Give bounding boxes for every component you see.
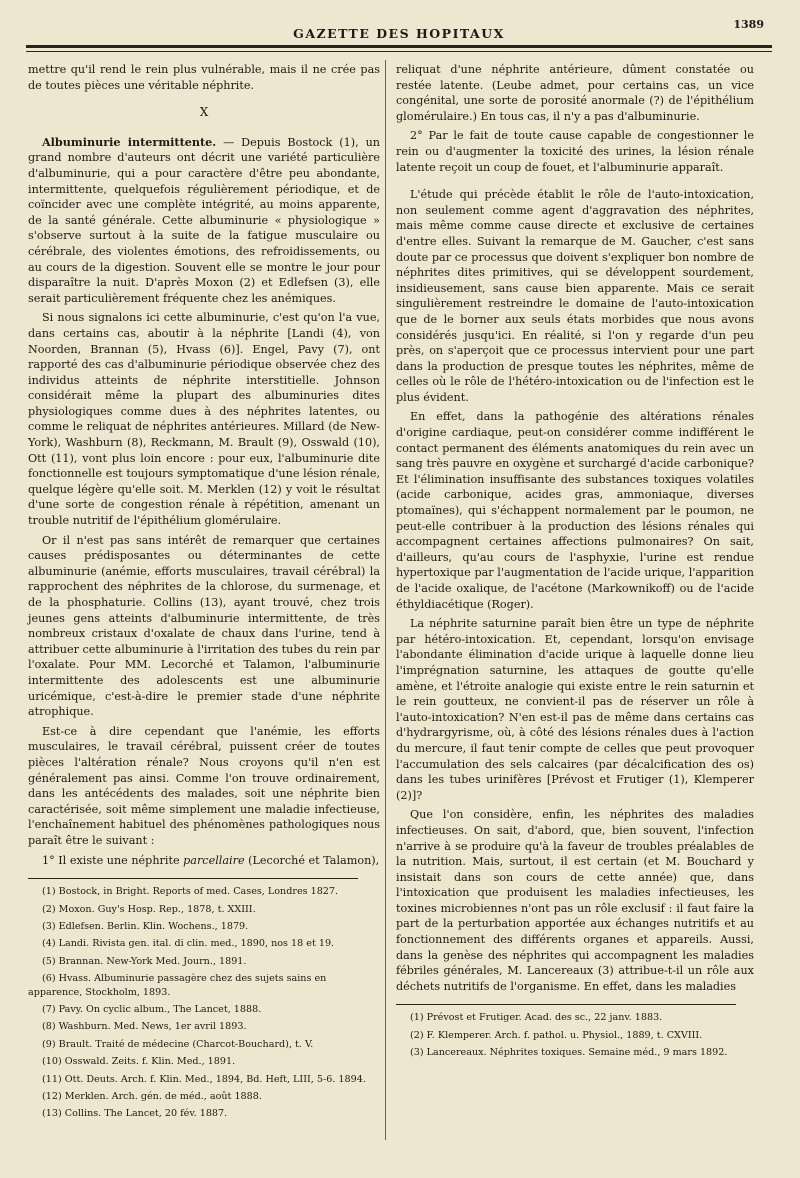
right-footnotes	[396, 1011, 754, 1059]
left-paragraph-0: mettre qu'il rend le rein plus vulnérable, mais il ne crée pas de toutes pièces une véritable néphrite.	[28, 63, 380, 92]
right-paragraph-2: L'étude qui précède établit le rôle de l'auto-intoxication, non seulement comme agent d'aggravation des néphrites, mais même comme cause directe et exclusive de certaines d'entre elles. Suivant la remarque de M. Gaucher, c'est sans doute par ce processus que doivent s'expliquer bon nombre de néphrites dites primitives, qui se développent sourdement, insidieusement, sans cause bien apparente. Mais ce serait singulièrement restreindre le domaine de l'auto-intoxication que de le borner aux seuls états morbides que nous avons considérés jusqu'ici. En réalité, si l'on y regarde d'un peu près, on s'aperçoit que ce processus intervient pour une part dans la production de presque toutes les néphrites, même de celles où le rôle de l'hétéro-intoxication ou de l'infection est le plus évident.	[396, 188, 754, 404]
footnote: (5) Brannan. New-York Med. Journ., 1891.	[42, 955, 247, 967]
header-rule-thin	[26, 51, 772, 52]
footnote: (12) Merklen. Arch. gén. de méd., août 1888.	[42, 1090, 262, 1102]
footnote: (2) F. Klemperer. Arch. f. pathol. u. Physiol., 1889, t. CXVIII.	[410, 1029, 703, 1041]
left-paragraph-1	[28, 135, 380, 307]
left-paragraph-3: Or il n'est pas sans intérêt de remarquer que certaines causes prédisposantes ou déterminantes de cette albuminurie (anémie, efforts musculaires, travail cérébral) la rapprochent des néphrites de la chlorose, du surmenage, et de la phosphaturie. Collins (13), ayant trouvé, chez trois jeunes gens atteints d'albuminurie intermittente, de très nombreux cristaux d'oxalate de chaux dans l'urine, tend à attribuer cette albuminurie à l'irritation des tubes du rein par l'oxalate. Pour MM. Lecorché et Talamon, l'albuminurie intermittente des adolescents est une albuminurie uricémique, c'est-à-dire le premier stade d'une néphrite atrophique.	[28, 533, 380, 719]
footnote: (11) Ott. Deuts. Arch. f. Klin. Med., 1894, Bd. Heft, LIII, 5-6. 1894.	[42, 1073, 366, 1085]
left-column	[28, 62, 380, 1125]
page-number: 1389	[733, 18, 764, 31]
left-paragraph-5-text: 1° Il existe une néphrite	[42, 853, 184, 867]
footnote: (4) Landi. Rivista gen. ital. di clin. med., 1890, nos 18 et 19.	[42, 938, 335, 950]
section-number: X	[199, 105, 209, 120]
footnote: (6) Hvass. Albuminurie passagère chez des sujets sains en apparence, Stockholm, 1893.	[28, 973, 327, 998]
footnote: (3) Lancereaux. Néphrites toxiques. Semaine méd., 9 mars 1892.	[410, 1047, 728, 1059]
footnote: (1) Prévost et Frutiger. Acad. des sc., 22 janv. 1883.	[410, 1012, 663, 1024]
footnote: (13) Collins. The Lancet, 20 fév. 1887.	[42, 1108, 228, 1120]
right-paragraph-1: 2° Par le fait de toute cause capable de congestionner le rein ou d'augmenter la toxicité des urines, la lésion rénale latente reçoit un coup de fouet, et l'albuminurie apparaît.	[396, 129, 754, 174]
right-paragraph-5: Que l'on considère, enfin, les néphrites des maladies infectieuses. On sait, d'abord, que, bien souvent, l'infection n'arrive à se produire qu'à la faveur de troubles préalables de la nutrition. Mais, surtout, il est certain (et M. Bouchard y insistait dans son cours de cette année) que, dans l'intoxication que produisent les maladies infectieuses, les toxines microbiennes n'ont pas un rôle exclusif : il faut faire la part de la perturbation apportée aux échanges nutritifs et au fonctionnement des différents organes et appareils. Aussi, dans la genèse des néphrites qui accompagnent les maladies fébriles générales, M. Lancereaux (3) attribue-t-il un rôle aux déchets nutritifs de l'organisme. En effet, dans les maladies	[396, 808, 754, 993]
footnote: (7) Pavy. On cyclic album., The Lancet, 1888.	[42, 1003, 262, 1015]
section-heading: Albuminurie intermittente.	[42, 134, 217, 149]
left-paragraph-4: Est-ce à dire cependant que l'anémie, les efforts musculaires, le travail cérébral, puissent créer de toutes pièces l'altération rénale? Nous croyons qu'il n'en est généralement pas ainsi. Comme l'on trouve ordinairement, dans les antécédents des malades, soit une néphrite bien caractérisée, soit même simplement une maladie infectieuse, l'enchaînement habituel des phénomènes pathologiques nous paraît être le suivant :	[28, 724, 380, 847]
right-paragraph-0: reliquat d'une néphrite antérieure, dûment constatée ou restée latente. (Leube admet, pour certains cas, un vice congénital, une sorte de porosité anormale (?) de l'épithélium glomérulaire.) En tous cas, il n'y a pas d'albuminurie.	[396, 63, 754, 123]
footnote: (1) Bostock, in Bright. Reports of med. Cases, Londres 1827.	[42, 886, 339, 898]
footnote: (9) Brault. Traité de médecine (Charcot-Bouchard), t. V.	[42, 1038, 314, 1050]
left-paragraph-5-end: (Lecorché et Talamon),	[244, 853, 380, 867]
footnote: (3) Edlefsen. Berlin. Klin. Wochens., 1879.	[42, 920, 249, 932]
header-rule-thick	[26, 45, 772, 48]
footnote-rule	[28, 878, 358, 879]
right-paragraph-4: La néphrite saturnine paraît bien être un type de néphrite par hétéro-intoxication. Et, cependant, lorsqu'on envisage l'abondante élimination d'acide urique à laquelle donne lieu l'imprégnation saturnine, les attaques de goutte qu'elle amène, et l'étroite analogie qui existe entre le rein saturnin et le rein goutteux, ne convient-il pas de réserver un rôle à l'auto-intoxication? N'en est-il pas de même dans certains cas d'hydrargyrisme, où, à côté des lésions rénales dues à l'action du mercure, il faut tenir compte de celles que peut provoquer l'accumulation des sels calcaires (par décalcification des os) dans les tubes urinifères [Prévost et Frutiger (1), Klemperer (2)]?	[396, 617, 754, 802]
right-column	[396, 62, 754, 1064]
footnote-rule	[396, 1004, 736, 1005]
left-paragraph-5	[28, 853, 380, 869]
page-header	[26, 18, 772, 44]
left-footnotes	[28, 885, 380, 1121]
right-paragraph-3: En effet, dans la pathogénie des altérations rénales d'origine cardiaque, peut-on considérer comme indifférent le contact permanent des éléments anatomiques du rein avec un sang très pauvre en oxygène et surchargé d'acide carbonique? Et l'élimination insuffisante des substances toxiques volatiles (acide carbonique, acides gras, ammoniaque, diverses ptomaïnes), qui s'échappent normalement par le poumon, ne peut-elle contribuer à la production des lésions rénales qui accompagnent certaines affections pulmonaires? On sait, d'ailleurs, qu'au cours de l'asphyxie, l'urine est rendue hypertoxique par l'augmentation de l'acide urique, l'apparition de l'acide oxalique, de l'acétone (Markownikoff) ou de l'acide éthyldiacétique (Roger).	[396, 410, 754, 611]
footnote: (10) Osswald. Zeits. f. Klin. Med., 1891.	[42, 1056, 236, 1068]
footnote: (8) Washburn. Med. News, 1er avril 1893.	[42, 1021, 247, 1033]
column-separator	[385, 60, 386, 1140]
left-paragraph-2: Si nous signalons ici cette albuminurie, c'est qu'on l'a vue, dans certains cas, aboutir à la néphrite [Landi (4), von Noorden, Brannan (5), Hvass (6)]. Engel, Pavy (7), ont rapporté des cas d'albuminurie périodique observée chez des individus atteints de néphrite interstitielle. Johnson considérait même la plupart des albuminuries dites physiologiques comme dues à des néphrites latentes, ou comme le reliquat de néphrites antérieures. Millard (de New-York), Washburn (8), Reckmann, M. Brault (9), Osswald (10), Ott (11), vont plus loin encore : pour eux, l'albuminurie dite fonctionnelle est toujours symptomatique d'une lésion rénale, quelque légère qu'elle soit. M. Merklen (12) y voit le résultat d'une sorte de congestion rénale à répétition, amenant un trouble nutritif de l'épithélium glomérulaire.	[28, 311, 380, 528]
journal-title: GAZETTE DES HOPITAUX	[293, 26, 505, 41]
footnote: (2) Moxon. Guy's Hosp. Rep., 1878, t. XXIII.	[42, 903, 256, 915]
left-paragraph-5-italic: parcellaire	[183, 853, 245, 867]
left-paragraph-1-text: — Depuis Bostock (1), un grand nombre d'auteurs ont décrit une variété particulière d'albuminurie, qui a pour caractère d'être peu abondante, intermittente, quelquefois régulièrement périodique, et de coïncider avec une complète intégrité, au moins apparente, de la santé générale. Cette albuminurie « physiologique » s'observe surtout à la suite de la fatigue musculaire ou cérébrale, des violentes émotions, des refroidissements, ou au cours de la digestion. Souvent elle se montre le jour pour disparaître la nuit. D'après Moxon (2) et Edlefsen (3), elle serait particulièrement fréquente chez les anémiques.	[28, 135, 380, 305]
